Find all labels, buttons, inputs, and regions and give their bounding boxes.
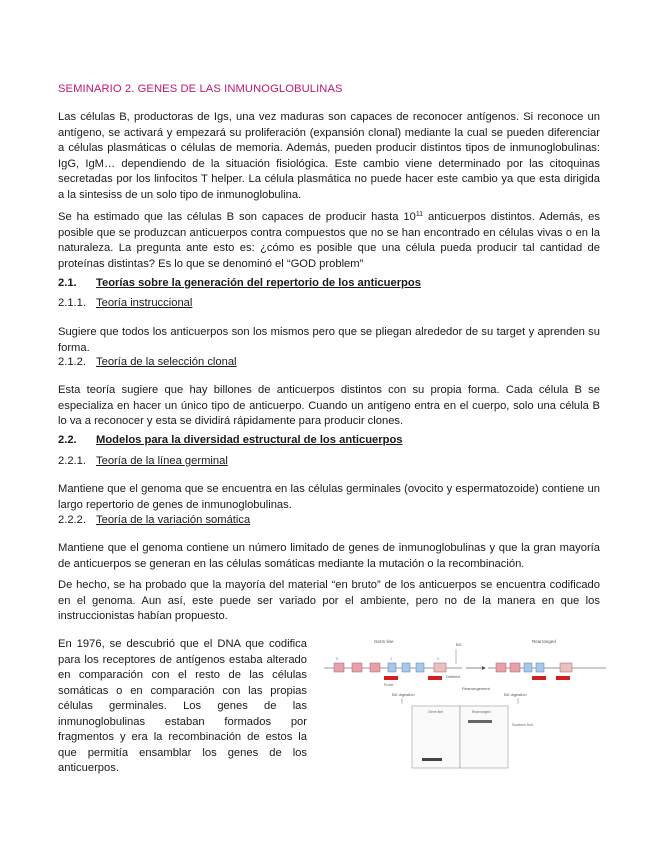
v-segment [352, 663, 362, 672]
section-title: Teorías sobre la generación del repertorio de los anticuerpos [96, 277, 421, 289]
section-title: Modelos para la diversidad estructural de los anticuerpos [96, 434, 403, 446]
probe-bar [532, 676, 546, 680]
instructional-paragraph: Sugiere que todos los anticuerpos son los mismos pero que se pliegan alrededor de su target y aprenden su forma. [58, 326, 600, 354]
section-title: Teoría de la selección clonal [96, 356, 237, 368]
probe-bar [556, 676, 570, 680]
j-segment [524, 663, 532, 672]
estimate-text-before: Se ha estimado que las células B son capaces de producir hasta 10 [58, 211, 416, 223]
j-segment [536, 663, 544, 672]
rearranged-blot-panel [460, 706, 508, 768]
section-number: 2.1.1. [58, 297, 86, 309]
section-title: Teoría de la línea germinal [96, 455, 228, 467]
rearrangement-diagram [322, 634, 607, 770]
probe-bar [384, 676, 398, 680]
rearrangement-label: Rearrangement [462, 686, 490, 691]
section-2-2-2-heading [58, 514, 250, 526]
c-segment [560, 663, 572, 672]
rearranged-lane-label: Rearranged [472, 710, 491, 714]
bd-digestion-label: BD digestion [504, 692, 527, 697]
j-segment [416, 663, 424, 672]
section-title: Teoría instruccional [96, 297, 193, 309]
section-number: 2.1. [58, 277, 77, 289]
deleted-label: Deleted [446, 674, 460, 679]
section-number: 2.2.2. [58, 514, 86, 526]
j-segment [402, 663, 410, 672]
section-number: 2.2.1. [58, 455, 86, 467]
estimate-exponent: 11 [415, 211, 424, 218]
v-segment [496, 663, 506, 672]
raw-material-paragraph: De hecho, se ha probado que la mayoría del material “en bruto” de los anticuerpos se encuentra codificado en el genoma. Aun así, este puede ser variado por el ambiente, pero no de la manera en que los instruccionistas habían propuesto. [58, 579, 600, 622]
blot-band [422, 758, 442, 761]
section-number: 2.1.2. [58, 356, 86, 368]
southern-blot-label: Southern blot [512, 723, 533, 727]
section-2-2-heading [58, 434, 403, 446]
c-label: C [437, 657, 440, 661]
germ-line-lane-label: Germ line [428, 710, 444, 714]
section-number: 2.2. [58, 434, 77, 446]
rearrangement-figure [322, 634, 607, 770]
discovery-1976-paragraph: En 1976, se descubrió que el DNA que codifica para los receptores de antígenos estaba alterado en comparación con el resto de las células somáticas o en comparación con las propias células germinales. Los genes de las inmunoglobulinas estaban formados por fragmentos y era la recombinación de estos la que permitía ensamblar los genes de los anticuerpos. [58, 638, 307, 774]
v-segment [510, 663, 520, 672]
v-label: V [336, 657, 339, 661]
intro-paragraph: Las células B, productoras de Igs, una vez maduras son capaces de reconocer antígenos. Si reconoce un antígeno, se activará y empezará su proliferación (expansión clonal) mediante la cual se pueden diferenciar a células plasmáticas o células de memoria. Además, pueden producir distintos tipos de inmunoglobulinas: IgG, IgM… dependiendo de la situación fisiológica. Este cambio viene determinado por las citoquinas secretadas por los linfocitos T helper. La célula plasmática no puede hacer este cambio ya que esta dirigida a la sintesiss de un solo tipo de inmunoglobulina. [58, 111, 600, 201]
clonal-selection-paragraph: Esta teoría sugiere que hay billones de anticuerpos distintos con su propia forma. Cada célula B se especializa en hacer un único tipo de anticuerpo. Cuando un antígeno entra en el cuerpo, solo una célula B lo va a reconocer y esta se dividirá rápidamente para producir clones. [58, 384, 600, 427]
v-segment [370, 663, 380, 672]
probe-bar [428, 676, 442, 680]
section-2-1-1-heading [58, 297, 192, 309]
germ-line-label: Germ line [374, 639, 394, 644]
blot-band [468, 720, 492, 723]
rearranged-label: Rearranged [532, 639, 556, 644]
j-label: J [390, 657, 392, 661]
germline-paragraph: Mantiene que el genoma que se encuentra en las células germinales (ovocito y espermatozoide) contiene un largo repertorio de genes de inmunoglobulinas. [58, 483, 600, 511]
somatic-variation-paragraph: Mantiene que el genoma contiene un número limitado de genes de inmunoglobulinas y que la gran mayoría de anticuerpos se generan en las células somáticas mediante la mutación o la recombinación. [58, 542, 600, 570]
j-segment [388, 663, 396, 672]
arrow-head-icon [482, 666, 486, 670]
estimate-paragraph [58, 210, 600, 272]
bd-digestion-label: BD digestion [392, 692, 415, 697]
probe-label: Probe [384, 683, 394, 687]
section-2-2-1-heading [58, 455, 228, 467]
page-title: SEMINARIO 2. GENES DE LAS INMUNOGLOBULINAS [58, 83, 343, 95]
c-segment [434, 663, 446, 672]
section-2-1-2-heading [58, 356, 237, 368]
bg-label: BG [456, 642, 462, 647]
section-title: Teoría de la variación somática [96, 514, 251, 526]
estimate-text-after: anticuerpos distintos. Además, es posible que se produzcan anticuerpos contra compuestos que no se han encontrado en células vivas o en la naturaleza. La pregunta ante esto es: ¿cómo es posible que una célula pueda producir tal cantidad de proteínas distintas? Es lo que se denominó el “GOD problem” [58, 211, 600, 270]
section-2-1-heading [58, 277, 421, 289]
v-segment [334, 663, 344, 672]
